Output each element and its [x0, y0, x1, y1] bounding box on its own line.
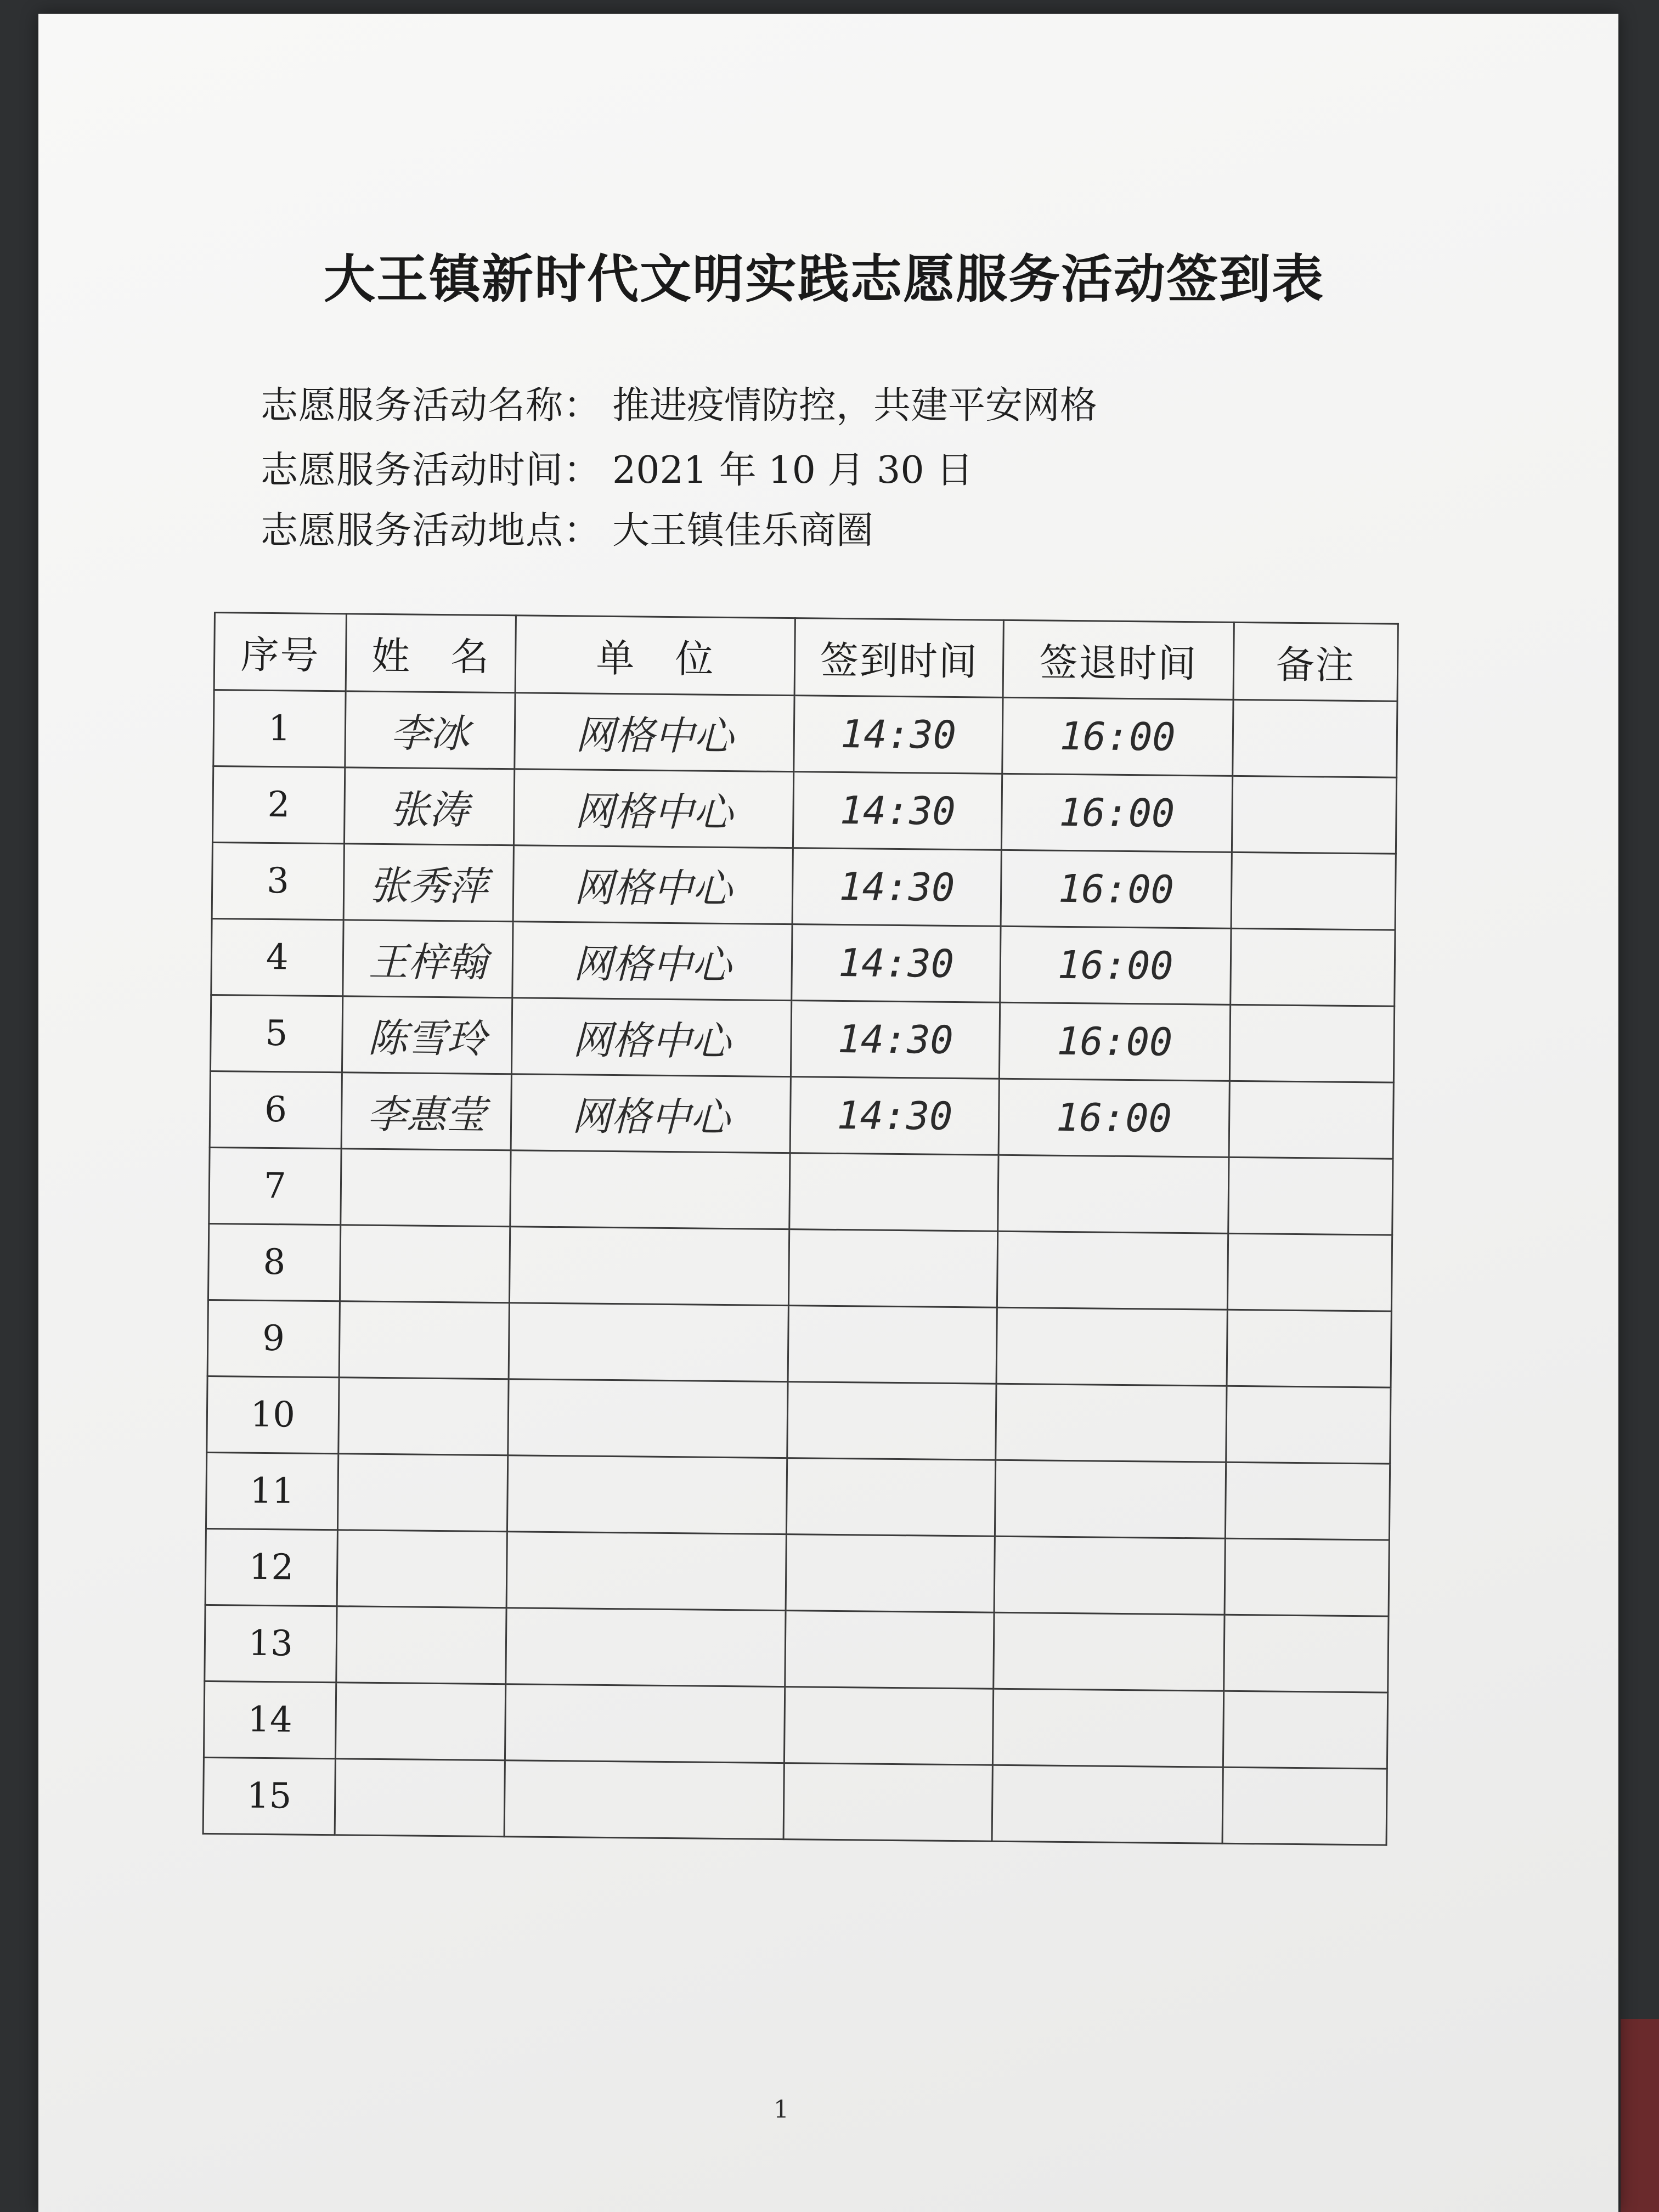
cell-unit [507, 1455, 787, 1534]
cell-unit [506, 1608, 786, 1687]
cell-sign-out-time [996, 1307, 1227, 1386]
table-row [208, 1223, 1392, 1311]
cell-name [340, 1149, 511, 1227]
cell-sign-in-time [789, 1153, 998, 1232]
cell-note [1232, 699, 1397, 777]
header-sign-in-time: 签到时间 [794, 618, 1003, 698]
table-row [210, 995, 1394, 1082]
cell-name [338, 1378, 509, 1455]
cell-unit: 网格中心 [511, 1074, 791, 1153]
cell-sign-in-time [786, 1534, 995, 1613]
table-row [210, 1071, 1393, 1159]
cell-unit [508, 1379, 788, 1458]
cell-unit [510, 1227, 789, 1306]
cell-sign-in-time: 14:30 [792, 848, 1001, 927]
cell-serial-number: 14 [204, 1681, 336, 1758]
cell-unit [505, 1684, 785, 1763]
activity-name-line [261, 376, 1097, 429]
cell-sign-in-time [787, 1458, 996, 1537]
cell-sign-out-time [996, 1384, 1227, 1462]
cell-sign-in-time [787, 1382, 996, 1460]
cell-note [1227, 1233, 1392, 1311]
table-row [213, 690, 1397, 778]
cell-name [336, 1606, 506, 1684]
cell-sign-in-time: 14:30 [793, 772, 1002, 850]
header-serial-number: 序号 [214, 613, 346, 691]
cell-serial-number: 5 [210, 995, 342, 1072]
cell-unit [509, 1303, 788, 1382]
cell-serial-number: 12 [205, 1528, 337, 1606]
cell-name [340, 1225, 510, 1303]
activity-time-label: 志愿服务活动时间： [261, 449, 602, 492]
cell-note [1222, 1767, 1387, 1845]
cell-sign-out-time: 16:00 [1002, 697, 1233, 776]
cell-unit: 网格中心 [514, 769, 794, 848]
cell-note [1223, 1691, 1388, 1769]
table-row [205, 1605, 1389, 1692]
cell-note [1232, 776, 1397, 854]
cell-note [1229, 1005, 1395, 1082]
cell-name: 张秀萍 [343, 844, 514, 922]
activity-time-line [261, 441, 973, 494]
cell-sign-out-time: 16:00 [1001, 850, 1232, 928]
cell-note [1223, 1615, 1389, 1692]
cell-serial-number: 3 [212, 842, 344, 919]
header-unit: 单 位 [515, 616, 795, 696]
cell-name [337, 1530, 507, 1608]
table-row [203, 1757, 1387, 1845]
cell-serial-number: 15 [203, 1757, 335, 1835]
cell-unit [506, 1532, 786, 1611]
cell-sign-in-time: 14:30 [790, 1077, 999, 1155]
cell-name [335, 1683, 506, 1760]
cell-sign-out-time: 16:00 [998, 1079, 1229, 1157]
cell-sign-in-time [785, 1611, 994, 1689]
cell-serial-number: 13 [205, 1605, 337, 1682]
cell-name: 陈雪玲 [342, 996, 512, 1074]
activity-location-value: 大王镇佳乐商圈 [612, 509, 874, 552]
table-row [207, 1376, 1391, 1464]
cell-serial-number: 4 [211, 918, 343, 996]
cell-sign-out-time [992, 1765, 1223, 1843]
cell-sign-out-time: 16:00 [1000, 926, 1231, 1005]
page-number: 1 [774, 2096, 789, 2124]
sign-in-table [202, 612, 1399, 1846]
table-row [207, 1300, 1391, 1387]
cell-unit: 网格中心 [512, 922, 792, 1001]
cell-serial-number: 11 [206, 1452, 338, 1530]
cell-note [1231, 852, 1396, 930]
cell-note [1224, 1538, 1390, 1616]
cell-serial-number: 1 [213, 690, 346, 768]
cell-unit: 网格中心 [513, 845, 793, 924]
cell-note [1228, 1157, 1393, 1235]
cell-unit [510, 1150, 790, 1229]
cell-name [335, 1759, 505, 1837]
cell-sign-out-time [995, 1460, 1226, 1538]
cell-note [1229, 1081, 1394, 1159]
cell-unit: 网格中心 [515, 693, 794, 772]
cell-name: 李冰 [345, 691, 515, 769]
table-row [212, 766, 1396, 854]
cell-serial-number: 9 [207, 1300, 340, 1377]
cell-sign-in-time [783, 1763, 992, 1842]
cell-serial-number: 7 [209, 1147, 341, 1224]
cell-sign-in-time: 14:30 [791, 1001, 1000, 1079]
activity-name-label: 志愿服务活动名称： [261, 384, 602, 427]
header-note: 备注 [1233, 622, 1398, 701]
cell-sign-out-time: 16:00 [1001, 774, 1232, 852]
table-header-row [214, 613, 1398, 702]
table-row [205, 1528, 1389, 1616]
cell-serial-number: 6 [210, 1071, 342, 1148]
cell-serial-number: 10 [207, 1376, 339, 1453]
cell-name: 王梓翰 [342, 920, 513, 998]
cell-note [1227, 1310, 1392, 1387]
table-row [212, 842, 1396, 930]
cell-sign-in-time [789, 1229, 998, 1308]
activity-name-value: 推进疫情防控，共建平安网格 [612, 384, 1098, 427]
cell-sign-out-time [992, 1689, 1223, 1767]
paper-sheet [38, 14, 1618, 2212]
table-row [211, 918, 1395, 1006]
cell-sign-out-time: 16:00 [999, 1002, 1230, 1081]
background-surface-edge [1621, 2019, 1659, 2212]
cell-unit [504, 1760, 784, 1839]
activity-location-label: 志愿服务活动地点： [261, 509, 602, 552]
cell-name [337, 1454, 508, 1532]
cell-sign-out-time [994, 1536, 1225, 1615]
cell-name [339, 1301, 510, 1379]
table-row [209, 1147, 1393, 1235]
cell-sign-out-time [998, 1155, 1229, 1233]
cell-sign-out-time [997, 1231, 1228, 1310]
table-body [203, 690, 1397, 1846]
cell-name: 李惠莹 [341, 1073, 512, 1150]
cell-sign-out-time [994, 1612, 1224, 1691]
cell-serial-number: 8 [208, 1223, 340, 1301]
cell-sign-in-time: 14:30 [792, 924, 1001, 1003]
cell-note [1226, 1386, 1391, 1464]
cell-sign-in-time: 14:30 [794, 696, 1003, 774]
cell-sign-in-time [788, 1306, 997, 1384]
cell-note [1230, 928, 1395, 1006]
header-sign-out-time: 签退时间 [1003, 620, 1234, 699]
table-row [204, 1681, 1387, 1769]
activity-time-value: 2021 年 10 月 30 日 [612, 449, 974, 492]
header-name: 姓 名 [346, 614, 516, 693]
cell-sign-in-time [785, 1687, 994, 1765]
cell-note [1225, 1462, 1390, 1540]
table-row [206, 1452, 1390, 1540]
document-title: 大王镇新时代文明实践志愿服务活动签到表 [324, 249, 1325, 309]
activity-location-line [261, 501, 873, 554]
cell-unit: 网格中心 [512, 998, 792, 1077]
cell-name: 张涛 [344, 768, 515, 845]
cell-serial-number: 2 [212, 766, 345, 844]
